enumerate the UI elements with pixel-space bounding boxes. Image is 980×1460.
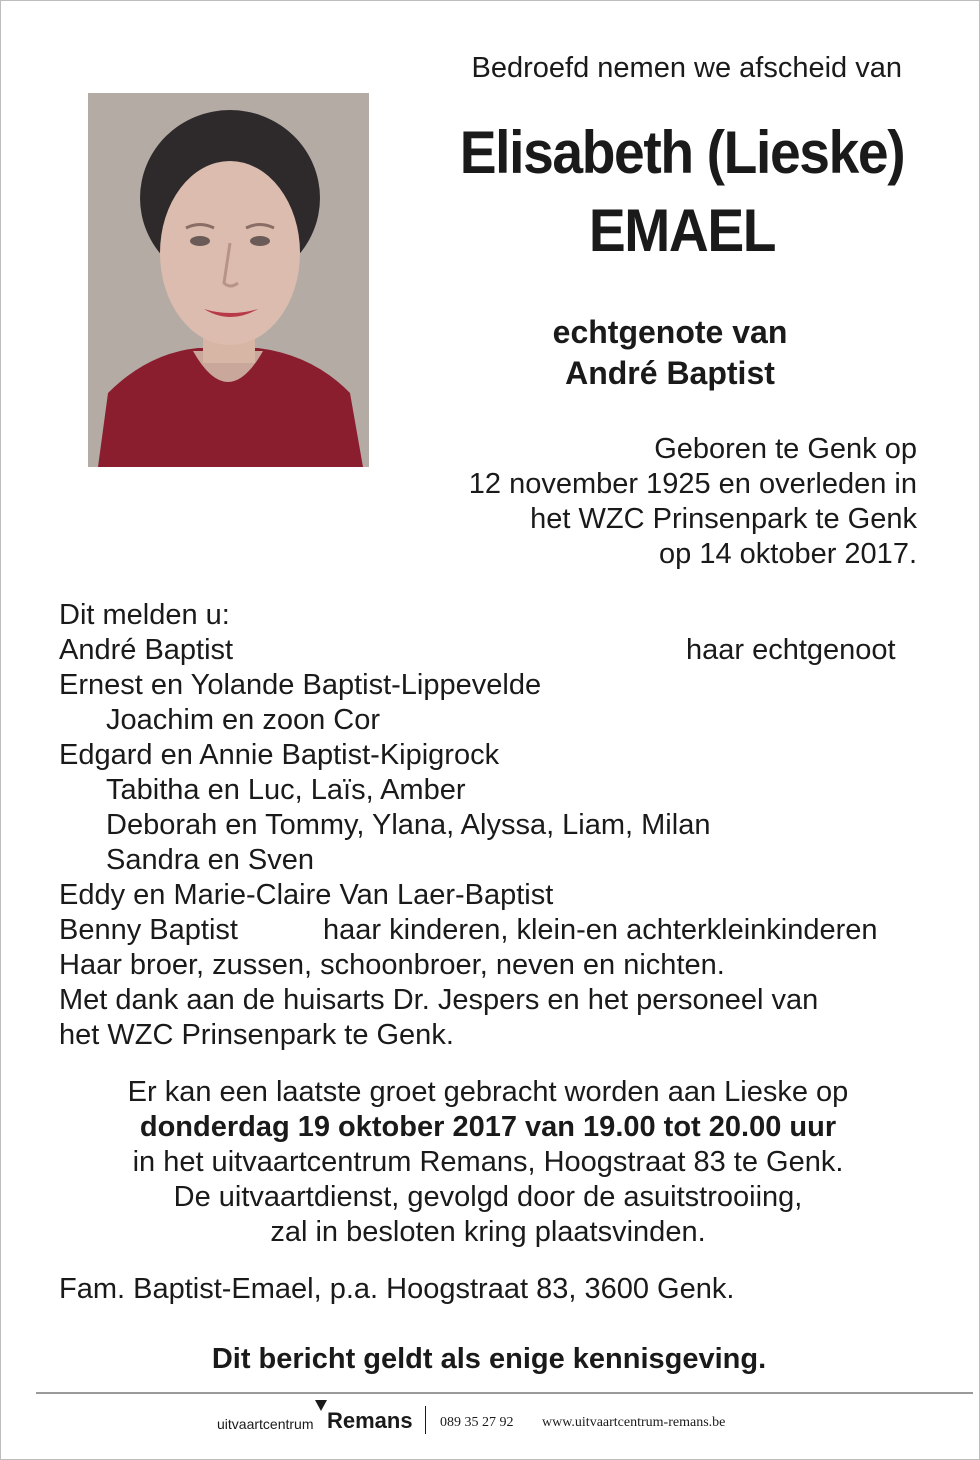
intro-text: Bedroefd nemen we afscheid van <box>471 52 902 84</box>
footer-brand-prefix: uitvaartcentrum <box>217 1416 314 1432</box>
farewell-line: in het uitvaartcentrum Remans, Hoogstraat 83 te Genk. <box>132 1146 844 1178</box>
footer-brand-name: Remans <box>327 1408 413 1433</box>
farewell-line: Er kan een laatste groet gebracht worden aan Lieske op <box>127 1076 849 1108</box>
announcer-spouse-name: André Baptist <box>59 634 234 666</box>
family-line: Tabitha en Luc, Laïs, Amber <box>106 774 466 806</box>
family-line-last-name: Benny Baptist <box>59 914 238 946</box>
thanks-line: Met dank aan de huisarts Dr. Jespers en het personeel van <box>59 984 819 1016</box>
notice-text: Dit bericht geldt als enige kennisgeving. <box>211 1343 767 1375</box>
deceased-name-last: EMAEL <box>588 197 776 264</box>
portrait-photo <box>88 93 369 467</box>
family-line: Ernest en Yolande Baptist-Lippevelde <box>59 669 542 701</box>
family-line: Edgard en Annie Baptist-Kipigrock <box>59 739 500 771</box>
birth-death-line: 12 november 1925 en overleden in <box>468 468 917 500</box>
family-address: Fam. Baptist-Emael, p.a. Hoogstraat 83, 3600 Genk. <box>59 1273 735 1305</box>
birth-death-line: het WZC Prinsenpark te Genk <box>530 503 917 535</box>
birth-death-line: op 14 oktober 2017. <box>659 538 917 570</box>
spouse-caption: echtgenote van <box>552 314 788 350</box>
family-line: Deborah en Tommy, Ylana, Alyssa, Liam, Milan <box>106 809 711 841</box>
farewell-line: zal in besloten kring plaatsvinden. <box>270 1216 706 1248</box>
birth-death-line: Geboren te Genk op <box>654 433 917 465</box>
family-line: Joachim en zoon Cor <box>106 704 381 736</box>
triangle-marker-icon <box>315 1400 327 1411</box>
relatives-line: Haar broer, zussen, schoonbroer, neven en nichten. <box>59 949 725 981</box>
announcer-spouse-role: haar echtgenoot <box>686 634 896 666</box>
announcers-intro: Dit melden u: <box>59 599 230 631</box>
footer-phone: 089 35 27 92 <box>440 1415 514 1430</box>
family-line: Sandra en Sven <box>106 844 314 876</box>
family-line: Eddy en Marie-Claire Van Laer-Baptist <box>59 879 554 911</box>
farewell-date: donderdag 19 oktober 2017 van 19.00 tot 20.00 uur <box>139 1111 837 1143</box>
thanks-line: het WZC Prinsenpark te Genk. <box>59 1019 454 1051</box>
family-role: haar kinderen, klein-en achterkleinkinderen <box>323 914 878 946</box>
portrait-illustration <box>88 93 369 467</box>
deceased-name-first: Elisabeth (Lieske) <box>459 119 905 186</box>
footer-divider <box>36 1392 973 1394</box>
spouse-name: André Baptist <box>565 355 775 391</box>
footer-website: www.uitvaartcentrum-remans.be <box>542 1415 726 1430</box>
footer-separator <box>425 1406 426 1434</box>
farewell-line: De uitvaartdienst, gevolgd door de asuitstrooiing, <box>173 1181 803 1213</box>
